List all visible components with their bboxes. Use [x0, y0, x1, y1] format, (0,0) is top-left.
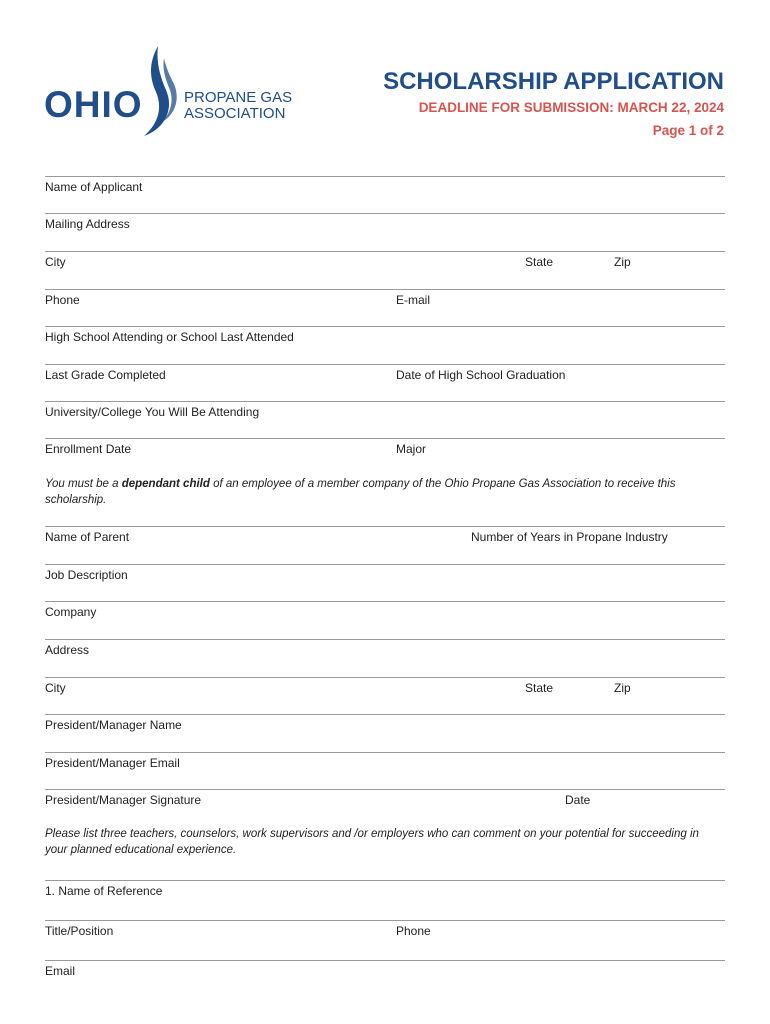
field-line — [45, 176, 725, 177]
graduation-date-label: Date of High School Graduation — [396, 368, 566, 382]
manager-signature-label: President/Manager Signature — [45, 793, 202, 807]
logo-line1: PROPANE GAS — [184, 89, 293, 106]
field-line — [45, 364, 725, 365]
field-line — [45, 438, 725, 439]
field-line — [45, 251, 725, 252]
ohio-propane-logo — [44, 44, 304, 139]
logo-line2: ASSOCIATION — [184, 105, 286, 122]
parent-name-label: Name of Parent — [45, 530, 130, 544]
flame-icon — [140, 44, 180, 139]
applicant-name-label: Name of Applicant — [45, 180, 143, 194]
enrollment-date-label: Enrollment Date — [45, 442, 132, 456]
eligibility-note: You must be a dependant child of an employee of a member company of the Ohio Propane Gas Association to receive this scholarship. — [45, 478, 676, 506]
reference-email-label: Email — [45, 964, 76, 978]
page-title: SCHOLARSHIP APPLICATION — [383, 68, 724, 95]
field-line — [45, 564, 725, 565]
high-school-label: High School Attending or School Last Attended — [45, 330, 294, 344]
state-label: State — [525, 255, 554, 269]
deadline-text: DEADLINE FOR SUBMISSION: MARCH 22, 2024 — [418, 100, 724, 115]
field-line — [45, 213, 725, 214]
parent-zip-label: Zip — [614, 681, 631, 695]
field-line — [45, 526, 725, 527]
logo-word: OHIO — [44, 84, 143, 125]
reference-title-label: Title/Position — [45, 924, 114, 938]
field-line — [45, 960, 725, 961]
page-number: Page 1 of 2 — [652, 123, 724, 138]
reference-phone-label: Phone — [396, 924, 431, 938]
zip-label: Zip — [614, 255, 631, 269]
references-note: Please list three teachers, counselors, work supervisors and /or employers who can comment on your potential for succeeding in your planned educational experience. — [45, 828, 699, 856]
company-label: Company — [45, 605, 97, 619]
parent-city-label: City — [45, 681, 66, 695]
field-line — [45, 401, 725, 402]
field-line — [45, 289, 725, 290]
last-grade-label: Last Grade Completed — [45, 368, 166, 382]
major-label: Major — [396, 442, 427, 456]
parent-state-label: State — [525, 681, 554, 695]
field-line — [45, 677, 725, 678]
field-line — [45, 326, 725, 327]
manager-email-label: President/Manager Email — [45, 756, 180, 770]
reference-name-label: 1. Name of Reference — [45, 884, 163, 898]
email-label: E-mail — [396, 293, 431, 307]
mailing-address-label: Mailing Address — [45, 217, 130, 231]
field-line — [45, 752, 725, 753]
eligibility-emphasis: dependant child — [121, 478, 210, 490]
signature-date-label: Date — [565, 793, 591, 807]
university-label: University/College You Will Be Attending — [45, 405, 260, 419]
phone-label: Phone — [45, 293, 80, 307]
manager-name-label: President/Manager Name — [45, 718, 182, 732]
job-description-label: Job Description — [45, 568, 128, 582]
field-line — [45, 920, 725, 921]
parent-address-label: Address — [45, 643, 90, 657]
field-line — [45, 789, 725, 790]
years-in-industry-label: Number of Years in Propane Industry — [471, 530, 668, 544]
field-line — [45, 639, 725, 640]
field-line — [45, 601, 725, 602]
field-line — [45, 714, 725, 715]
field-line — [45, 880, 725, 881]
city-label: City — [45, 255, 66, 269]
